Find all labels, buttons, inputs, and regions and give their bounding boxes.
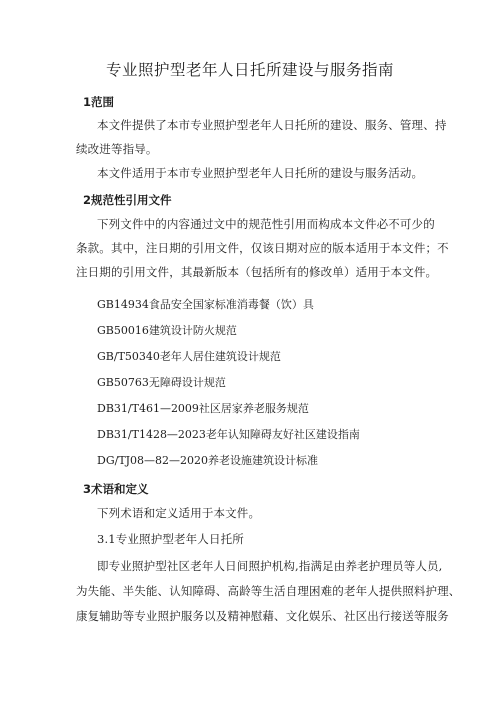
reference-item: DB31/T1428—2023老年认知障碍友好社区建设指南 xyxy=(97,428,360,441)
reference-item: DG/TJ08—82—2020养老设施建筑设计标准 xyxy=(97,454,319,467)
section-heading-terms-and-definitions: 3术语和定义 xyxy=(83,482,149,496)
paragraph-line: 续改进等指导。 xyxy=(76,142,158,156)
reference-item: GB14934食品安全国家标准消毒餐（饮）具 xyxy=(97,298,314,311)
section-heading-normative-references: 2规范性引用文件 xyxy=(83,193,172,207)
reference-item: GB50016建筑设计防火规范 xyxy=(97,324,237,337)
paragraph-line: 下列文件中的内容通过文中的规范性引用而构成本文件必不可少的 xyxy=(97,217,435,231)
paragraph-line: 即专业照护型社区老年人日间照护机构,指满足由养老护理员等人员, xyxy=(97,559,443,573)
section-heading-scope: 1范围 xyxy=(83,95,115,109)
paragraph-line: 为失能、半失能、认知障碍、高龄等生活自理困难的老年人提供照料护理、 xyxy=(76,584,461,598)
paragraph-line: 注日期的引用文件，其最新版本（包括所有的修改单）适用于本文件。 xyxy=(76,265,438,279)
reference-item: DB31/T461—2009社区居家养老服务规范 xyxy=(97,402,309,415)
document-title: 专业照护型老年人日托所建设与服务指南 xyxy=(105,61,394,79)
paragraph-line: 康复辅助等专业照护服务以及精神慰藉、文化娱乐、社区出行接送等服务 xyxy=(76,609,449,623)
paragraph-line: 本文件适用于本市专业照护型老年人日托所的建设与服务活动。 xyxy=(97,166,424,180)
term-heading: 3.1专业照护型老年人日托所 xyxy=(97,532,244,546)
paragraph-line: 条款。其中，注日期的引用文件，仅该日期对应的版本适用于本文件；不 xyxy=(76,241,449,255)
paragraph-line: 本文件提供了本市专业照护型老年人日托所的建设、服务、管理、持 xyxy=(97,118,447,132)
paragraph-line: 下列术语和定义适用于本文件。 xyxy=(97,506,261,520)
reference-item: GB50763无障碍设计规范 xyxy=(97,376,226,389)
reference-item: GB/T50340老年人居住建筑设计规范 xyxy=(97,350,281,363)
